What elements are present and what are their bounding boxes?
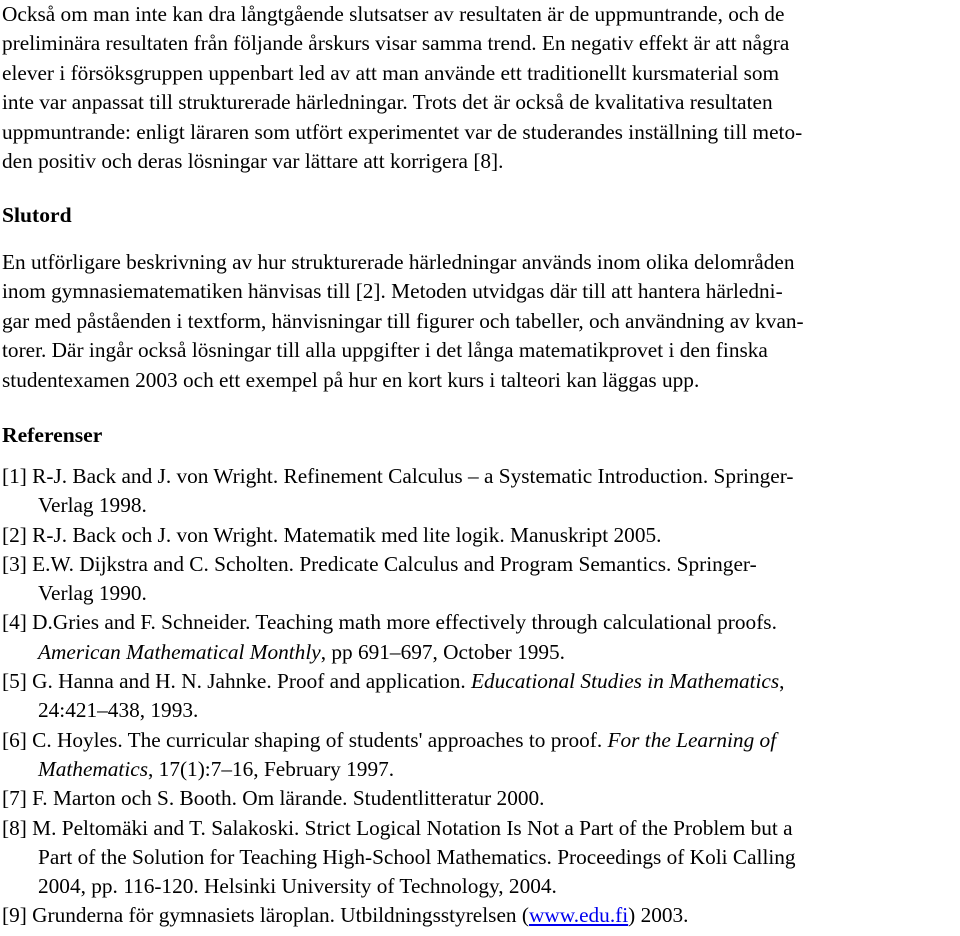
reference-text: [2] R-J. Back och J. von Wright. Matematik med lite logik. Manuskript 2005. xyxy=(2,522,662,547)
reference-details: ) 2003. xyxy=(628,903,689,928)
reference-text-continued: Verlag 1990. xyxy=(38,581,147,606)
text-line: elever i försöksgruppen uppenbart led av att man använde ett traditionellt kursmaterial som xyxy=(2,60,780,85)
intro-paragraph xyxy=(2,0,954,176)
reference-text: [7] F. Marton och S. Booth. Om lärande. Studentlitteratur 2000. xyxy=(2,786,545,811)
slutord-paragraph xyxy=(2,248,954,395)
reference-text: [1] R-J. Back and J. von Wright. Refinement Calculus – a Systematic Introduction. Springer- xyxy=(2,464,794,488)
reference-text-continued: Verlag 1998. xyxy=(38,493,147,518)
reference-item xyxy=(2,521,954,550)
reference-item xyxy=(2,667,954,726)
reference-authors-title: [9] Grunderna för gymnasiets läroplan. Utbildningsstyrelsen ( xyxy=(2,903,529,928)
text-line: preliminära resultaten från följande årskurs visar samma trend. En negativ effekt är att några xyxy=(2,31,790,56)
text-line: Också om man inte kan dra långtgående slutsatser av resultaten är de uppmuntrande, och de xyxy=(2,2,785,26)
reference-text: [4] D.Gries and F. Schneider. Teaching math more effectively through calculational proofs. xyxy=(2,610,777,635)
reference-item xyxy=(2,726,954,785)
journal-title: For the Learning of xyxy=(607,727,777,752)
text-line: gar med påståenden i textform, hänvisningar till figurer och tabeller, och användning av kvan- xyxy=(2,308,804,333)
reference-text-continued: Part of the Solution for Teaching High-School Mathematics. Proceedings of Koli Calling xyxy=(38,844,796,869)
reference-details: , 17(1):7–16, February 1997. xyxy=(148,756,395,781)
text-line: uppmuntrande: enligt läraren som utfört experimentet var de studerandes inställning till meto- xyxy=(2,119,803,144)
reference-item xyxy=(2,901,954,930)
reference-authors-title: [6] C. Hoyles. The curricular shaping of students' approaches to proof. xyxy=(2,727,608,752)
reference-text: [8] M. Peltomäki and T. Salakoski. Strict Logical Notation Is Not a Part of the Problem but a xyxy=(2,815,793,840)
reference-text xyxy=(2,726,954,755)
reference-item xyxy=(2,814,954,902)
reference-text-continued: 2004, pp. 116-120. Helsinki University of Technology, 2004. xyxy=(38,874,557,899)
section-heading-references: Referenser xyxy=(2,423,103,447)
reference-item xyxy=(2,608,954,667)
reference-item xyxy=(2,784,954,813)
text-line: den positiv och deras lösningar var lättare att korrigera [8]. xyxy=(2,149,504,174)
punctuation: , xyxy=(779,669,785,694)
edu-fi-link[interactable]: www.edu.fi xyxy=(528,903,629,928)
text-line: En utförligare beskrivning av hur strukturerade härledningar används inom olika delområden xyxy=(2,250,795,274)
reference-details: , pp 691–697, October 1995. xyxy=(320,639,566,664)
text-line: inte var anpassat till strukturerade härledningar. Trots det är också de kvalitativa resultaten xyxy=(2,90,773,115)
section-heading-slutord: Slutord xyxy=(2,203,72,227)
reference-item xyxy=(2,462,954,521)
text-line: inom gymnasiematematiken hänvisas till [2]. Metoden utvidgas där till att hantera härledni- xyxy=(2,279,783,304)
reference-authors-title: [5] G. Hanna and H. N. Jahnke. Proof and application. xyxy=(2,669,471,694)
reference-text xyxy=(2,901,954,930)
text-line: studentexamen 2003 och ett exempel på hur en kort kurs i talteori kan läggas upp. xyxy=(2,367,700,392)
reference-text: [3] E.W. Dijkstra and C. Scholten. Predicate Calculus and Program Semantics. Springer- xyxy=(2,551,757,576)
reference-text-continued xyxy=(2,755,954,784)
reference-item xyxy=(2,550,954,609)
journal-title: Educational Studies in Mathematics xyxy=(471,669,780,694)
text-line: torer. Där ingår också lösningar till alla uppgifter i det långa matematikprovet i den finska xyxy=(2,338,768,363)
journal-title: American Mathematical Monthly xyxy=(38,639,321,664)
reference-text xyxy=(2,667,954,696)
reference-list xyxy=(2,462,954,931)
reference-text-continued: 24:421–438, 1993. xyxy=(38,698,199,723)
journal-title-continued: Mathematics xyxy=(38,756,149,781)
reference-text-continued xyxy=(2,638,954,667)
